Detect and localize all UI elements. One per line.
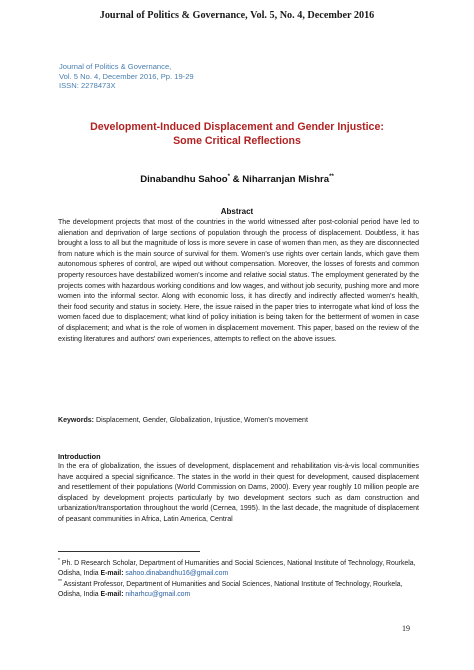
paper-title — [30, 120, 444, 148]
abstract-heading: Abstract — [220, 207, 254, 216]
journal-issn-line: ISSN: 2278473X — [59, 81, 116, 91]
footnotes — [58, 557, 419, 599]
title-line-1: Development-Induced Displacement and Gender Injustice: — [90, 121, 384, 133]
abstract-text: The development projects that most of the countries in the world witnessed after post-colonial period have led to alienation and deprivation of large sections of population through the process of displacement. Doubtless, it has brought a loss to all but the magnitude of loss is more severe in case of women than men, as they are disconnected from nature which is the main source of survival for them. Women's use rights over certain lands, which gave them autonomous spheres of control, are wiped out without compensation. Moreover, the losses of forests and common property resources have destabilized women's income and relative social status. The employment generated by the projects comes with hazardous working conditions and low wages, and without job security, pushing more and more women into the informal sector. Along with economic loss, it has directly and indirectly affected women's health, their food security and status in society. Here, the issue raised in the paper tries to interrogate what kind of loss the women faced due to displacement; what kind of policy initiation is being taken for the betterment of women in case of displacement; and what is the role of women in displacement movement. This paper, based on the review of the existing literatures and authors' own experiences, attempts to reflect on the above issues. — [58, 219, 419, 343]
footnote-2-text: Assistant Professor, Department of Humanities and Social Sciences, National Institute of Technology, Rourkela, Odisha, India — [58, 581, 403, 598]
author-line — [0, 174, 474, 185]
footnote-2-email[interactable]: niharhcu@gmail.com — [123, 590, 191, 598]
journal-volume-line: Vol. 5 No. 4, December 2016, Pp. 19-29 — [59, 71, 194, 81]
author-2: Niharranjan Mishra — [242, 174, 330, 185]
author-separator: & — [229, 174, 243, 185]
author-1-mark: * — [227, 174, 230, 180]
footnote-1-email-label: E-mail: — [100, 569, 124, 577]
footnote-1-text: Ph. D Research Scholar, Department of Humanities and Social Sciences, National Institute of Technology, Rourkela, Odisha, India — [58, 560, 416, 577]
keywords-list: Displacement, Gender, Globalization, Injustice, Women's movement — [94, 417, 308, 424]
journal-citation — [59, 62, 194, 91]
journal-name-line: Journal of Politics & Governance, — [59, 62, 172, 71]
footnote-1-email[interactable]: sahoo.dinabandhu16@gmail.com — [123, 569, 229, 577]
footnote-1-mark: * — [58, 558, 60, 564]
running-head: Journal of Politics & Governance, Vol. 5, No. 4, December 2016 — [99, 10, 375, 21]
footnote-1 — [58, 557, 419, 578]
title-line-2: Some Critical Reflections — [173, 135, 301, 147]
keywords — [58, 416, 419, 427]
author-1: Dinabandhu Sahoo — [140, 174, 228, 185]
footnote-2-email-label: E-mail: — [100, 590, 124, 598]
introduction-text: In the era of globalization, the issues of development, displacement and rehabilitation vis-à-vis local communities have acquired a special significance. The states in the world in their quest for development, caused displacement and resettlement of their populations (World Commission on Dams, 2000). Every year roughly 10 million people are displaced by development projects particularly by two development sectors such as dam construction and urbanization/transportation throughout the world (Cernea, 1995). In the last decade, the magnitude of displacement of peasant communities in Africa, Latin America, Central — [58, 463, 419, 523]
author-2-mark: ** — [329, 174, 334, 180]
footnote-2-mark: ** — [58, 579, 62, 586]
footnote-2 — [58, 578, 419, 599]
page-number: 19 — [402, 624, 410, 633]
introduction-heading: Introduction — [58, 452, 101, 461]
keywords-label: Keywords: — [58, 417, 95, 424]
footnote-divider — [58, 551, 200, 552]
